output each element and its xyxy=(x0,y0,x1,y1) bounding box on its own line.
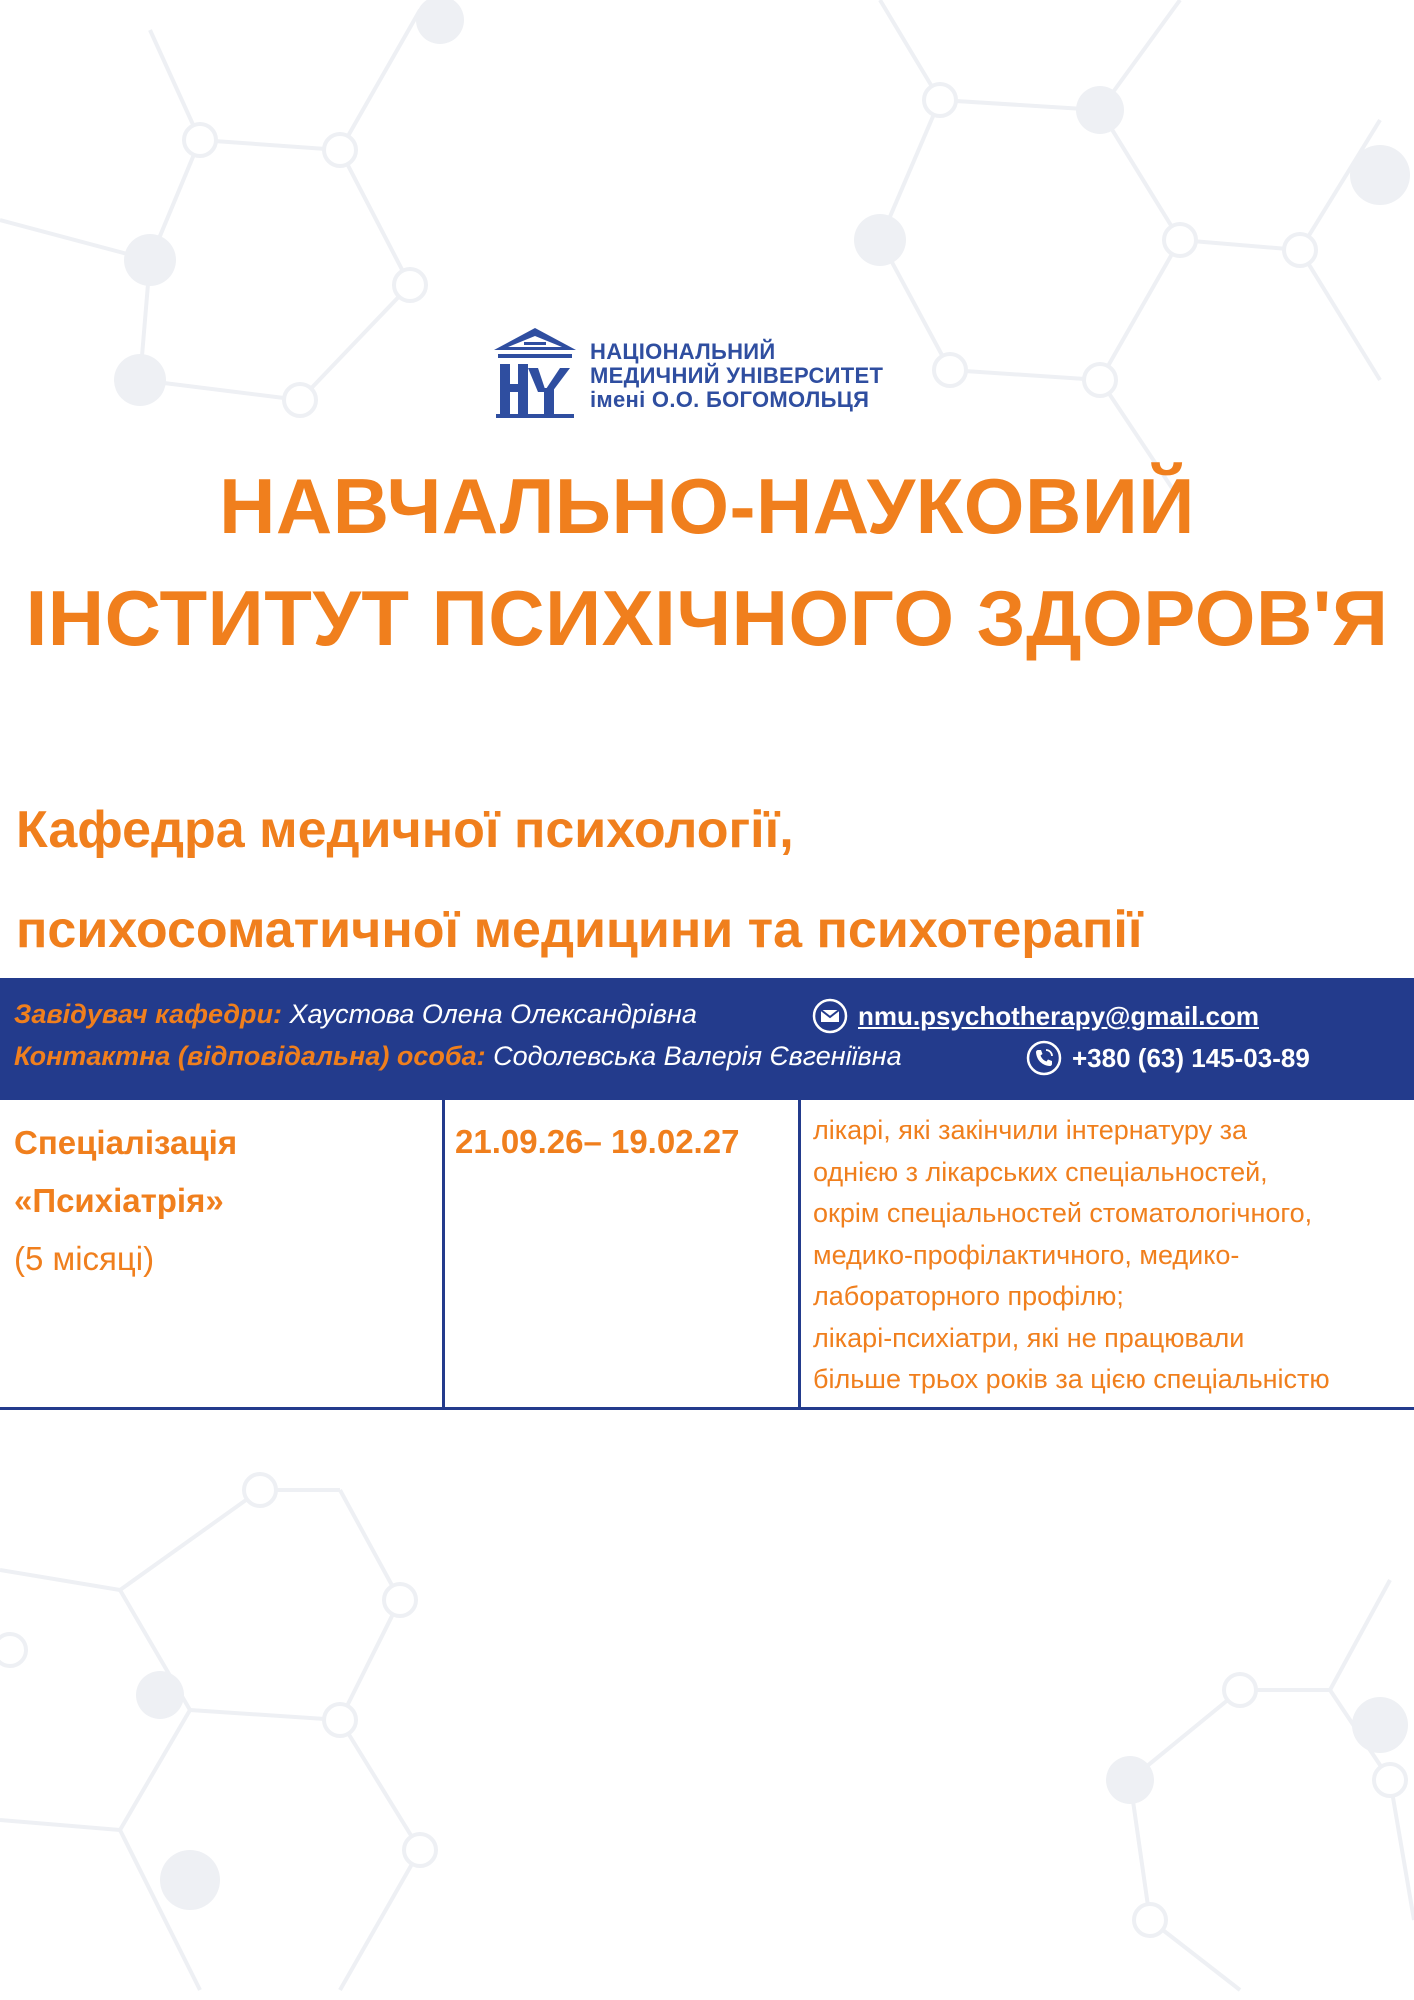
requirement-line: більше трьох років за цією спеціальністю xyxy=(813,1364,1330,1394)
requirement-line: однією з лікарських спеціальностей, xyxy=(813,1156,1268,1187)
phone-icon xyxy=(1026,1040,1062,1076)
course-requirements-cell xyxy=(798,1100,1414,1407)
requirement-line: окрім спеціальностей стоматологічного, xyxy=(813,1198,1313,1228)
requirement-line: лабораторного профілю; xyxy=(813,1281,1124,1311)
head-of-department xyxy=(14,994,697,1034)
requirement-line: лікарі, які закінчили інтернатуру за xyxy=(813,1115,1248,1145)
head-label: Завідувач кафедри: xyxy=(14,999,282,1029)
email-contact xyxy=(812,996,1259,1036)
department-title xyxy=(16,780,1406,980)
course-name-line-2: «Психіатрія» xyxy=(14,1182,224,1219)
course-dates-cell xyxy=(442,1100,798,1407)
course-table xyxy=(0,1100,1414,1410)
institute-title-line-1: НАВЧАЛЬНО-НАУКОВИЙ xyxy=(219,462,1195,550)
logo-line-1: НАЦІОНАЛЬНИЙ xyxy=(590,339,776,364)
course-name-line-1: Спеціалізація xyxy=(14,1124,238,1161)
contact-label: Контактна (відповідальна) особа: xyxy=(14,1041,486,1071)
institute-title-line-2: ІНСТИТУТ ПСИХІЧНОГО ЗДОРОВ'Я xyxy=(25,574,1389,662)
requirement-line: лікарі-психіатри, які не працювали xyxy=(813,1322,1245,1353)
phone-number[interactable]: +380 (63) 145-03-89 xyxy=(1072,1042,1310,1073)
contact-name: Содолевська Валерія Євгеніївна xyxy=(485,1041,902,1071)
institute-title xyxy=(0,450,1414,674)
course-dates: 21.09.26– 19.02.27 xyxy=(455,1123,740,1160)
university-logo xyxy=(494,328,934,420)
head-name: Хаустова Олена Олександрівна xyxy=(282,999,697,1029)
department-title-line-2: психосоматичної медицини та психотерапії xyxy=(16,901,1143,959)
phone-contact xyxy=(1026,1038,1310,1078)
university-emblem-icon xyxy=(494,328,576,420)
logo-line-3: імені О.О. БОГОМОЛЬЦЯ xyxy=(590,387,870,412)
envelope-icon xyxy=(812,998,848,1034)
department-title-line-1: Кафедра медичної психології, xyxy=(16,801,794,859)
requirement-line: медико-профілактичного, медико- xyxy=(813,1239,1240,1270)
course-duration: (5 місяці) xyxy=(14,1240,155,1277)
logo-line-2: МЕДИЧНИЙ УНІВЕРСИТЕТ xyxy=(590,363,884,388)
contact-person xyxy=(14,1036,902,1076)
course-name-cell xyxy=(0,1100,442,1407)
email-link[interactable]: nmu.psychotherapy@gmail.com xyxy=(858,1000,1259,1031)
